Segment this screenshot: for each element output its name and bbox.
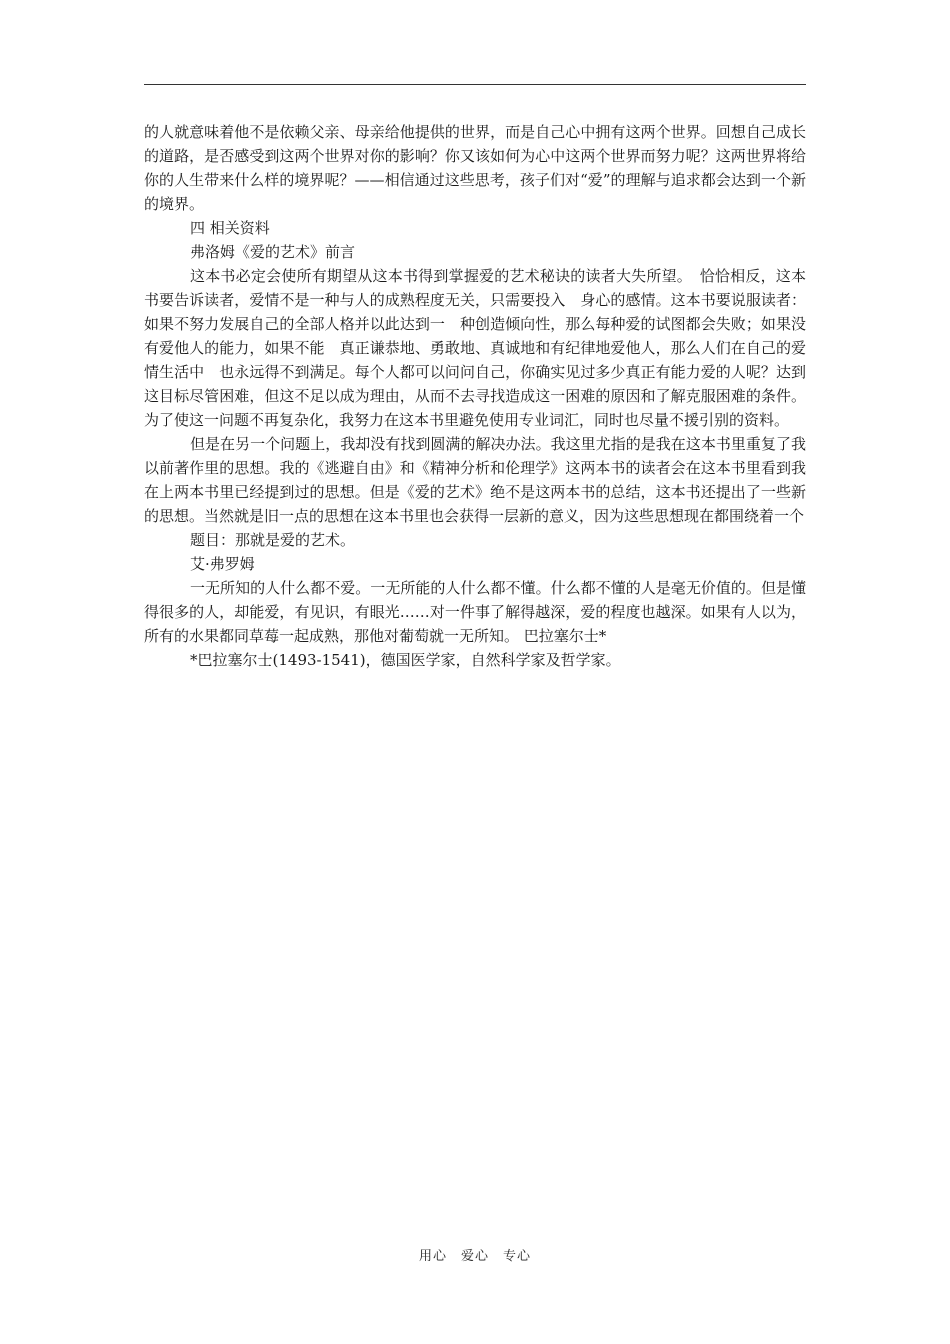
subsection-title: 弗洛姆《爱的艺术》前言 [190,243,356,261]
section-heading: 四 相关资料 [190,219,270,237]
body-paragraph: 的人就意味着他不是依赖父亲、母亲给他提供的世界，而是自己心中拥有这两个世界。回想自己成长的道路，是否感受到这两个世界对你的影响？你又该如何为心中这两个世界而努力呢？这两世界将给你的人生带来什么样的境界呢？——相信通过这些思考，孩子们对“爱”的理解与追求都会达到一个新的境界。 [144,123,806,213]
body-paragraph: 但是在另一个问题上，我却没有找到圆满的解决办法。我这里尤指的是我在这本书里重复了我以前著作里的思想。我的《逃避自由》和《精神分析和伦理学》这两本书的读者会在这本书里看到我在上两本书里已经提到过的思想。但是《爱的艺术》绝不是这两本书的总结，这本书还提出了一些新的思想。当然就是旧一点的思想在这本书里也会获得一层新的意义，因为这些思想现在都围绕着一个 [144,435,806,525]
document-body [144,120,806,672]
body-paragraph: 题目：那就是爱的艺术。 [190,531,356,549]
body-paragraph: 这本书必定会使所有期望从这本书得到掌握爱的艺术秘诀的读者大失所望。 恰恰相反，这本书要告诉读者，爱情不是一种与人的成熟程度无关，只需要投入 身心的感情。这本书要说服读者：如果不努力发展自己的全部人格并以此达到一 种创造倾向性，那么每种爱的试图都会失败；如果没有爱他人的能力，如果不能 真正谦恭地、勇敢地、真诚地和有纪律地爱他人，那么人们在自己的爱情生活中 也永远得不到满足。每个人都可以问问自己，你确实见过多少真正有能力爱的人呢？达到这目标尽管困难，但这不足以成为理由，从而不去寻找造成这一困难的原因和了解克服困难的条件。为了使这一问题不再复杂化，我努力在这本书里避免使用专业词汇，同时也尽量不援引别的资料。 [144,267,806,429]
quote-paragraph: 一无所知的人什么都不爱。一无所能的人什么都不懂。什么都不懂的人是毫无价值的。但是懂得很多的人，却能爱，有见识，有眼光……对一件事了解得越深，爱的程度也越深。如果有人以为，所有的水果都同草莓一起成熟，那他对葡萄就一无所知。 巴拉塞尔士* [144,579,806,645]
author-signature: 艾·弗罗姆 [190,555,255,573]
page-footer: 用心 爱心 专心 [418,1249,531,1264]
footnote: *巴拉塞尔士(1493-1541)，德国医学家，自然科学家及哲学家。 [190,651,621,669]
header-rule [144,84,806,85]
